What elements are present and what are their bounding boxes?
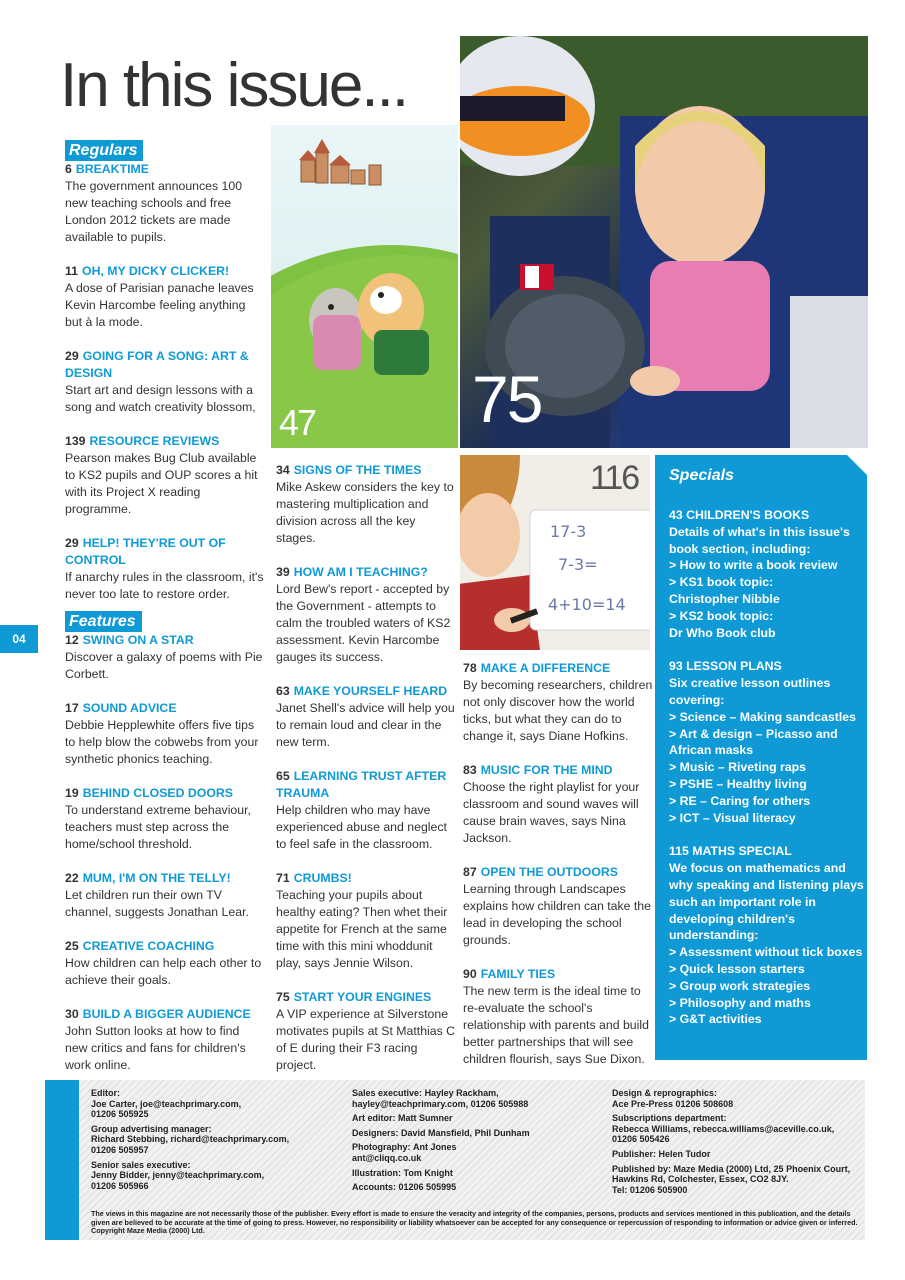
svg-text:17-3: 17-3 (550, 522, 587, 541)
item-title: MAKE A DIFFERENCE (480, 661, 611, 675)
item-desc: John Sutton looks at how to find new critics and fans for children's work online. (65, 1024, 246, 1072)
item-title: BUILD A BIGGER AUDIENCE (82, 1007, 251, 1021)
item-title: START YOUR ENGINES (293, 990, 432, 1004)
item-desc: Teaching your pupils about healthy eating? Then whet their appetite for French at the same time with this mini whoddunit play, says Jennie Wilson. (276, 888, 448, 970)
item-page: 78 (463, 661, 477, 675)
item-desc: By becoming researchers, children not only discover how the world ticks, but what they can do to change it, says Diane Hofkins. (463, 678, 653, 743)
item-page: 29 (65, 349, 79, 363)
masthead-column-3 (612, 1088, 862, 1199)
specials-line: 115 MATHS SPECIAL (669, 844, 792, 859)
regulars-label: Regulars (65, 140, 143, 161)
item-title: FAMILY TIES (480, 967, 556, 981)
masthead-value: Hawkins Rd, Colchester, Essex, CO2 8JY. (612, 1174, 789, 1185)
specials-panel (655, 455, 867, 1060)
item-title: BEHIND CLOSED DOORS (82, 786, 233, 800)
specials-line: > How to write a book review (669, 558, 838, 573)
disclaimer-text: The views in this magazine are not necessarily those of the publisher. Every effort is made to ensure the veracity and integrity of the companies, persons, products and services mentioned in this publication, and the details given are believed to be accurate at the time of going to press. However, no responsibility or liability whatsoever can be accepted for any consequence or repercussion of responding to information or advice given or inferred. Copyright Maze Media (2000) Ltd. (91, 1209, 858, 1236)
masthead-value: Rebecca Williams, rebecca.williams@aceville.co.uk, (612, 1123, 835, 1134)
item-title: CRUMBS! (293, 871, 352, 885)
contents-item[interactable] (65, 535, 265, 603)
item-page: 19 (65, 786, 79, 800)
masthead-value: 01206 505426 (612, 1134, 670, 1145)
item-title: OH, MY DICKY CLICKER! (82, 264, 230, 278)
item-desc: Learning through Landscapes explains how children can take the lead in developing the school grounds. (463, 882, 651, 947)
masthead-label: Editor: (91, 1088, 120, 1098)
masthead-label: Design & reprographics: (612, 1088, 718, 1098)
contents-item[interactable] (65, 263, 265, 331)
contents-item[interactable] (276, 683, 456, 751)
contents-item[interactable] (65, 938, 265, 989)
masthead-label: Illustration: (352, 1167, 401, 1178)
specials-label: Specials (669, 467, 734, 484)
specials-block[interactable] (669, 507, 864, 641)
item-title: GOING FOR A SONG: ART & DESIGN (65, 349, 249, 380)
contents-item[interactable] (463, 660, 653, 745)
photo-girl-racing-car (460, 36, 868, 448)
contents-column-1 (65, 140, 265, 1091)
masthead-value: Matt Sumner (398, 1113, 453, 1124)
item-title: HELP! THEY'RE OUT OF CONTROL (65, 536, 226, 567)
image-number-75: 75 (472, 362, 542, 436)
specials-line: > RE – Caring for others (669, 793, 811, 808)
item-page: 83 (463, 763, 477, 777)
item-page: 11 (65, 264, 78, 278)
specials-line: > Assessment without tick boxes (669, 945, 863, 960)
specials-line: > Group work strategies (669, 978, 811, 993)
svg-text:7-3=: 7-3= (558, 555, 598, 574)
item-title: LEARNING TRUST AFTER TRAUMA (276, 769, 447, 800)
item-page: 39 (276, 565, 290, 579)
masthead-value: Richard Stebbing, richard@teachprimary.com, (91, 1134, 290, 1145)
image-number-47: 47 (279, 402, 316, 443)
guinea-pigs-illustration (271, 125, 458, 448)
masthead-label: Group advertising manager: (91, 1123, 212, 1134)
item-page: 34 (276, 463, 290, 477)
contents-item[interactable] (65, 785, 265, 853)
item-desc: Pearson makes Bug Club available to KS2 pupils and OUP scores a hit with its Project X reading programme. (65, 451, 258, 516)
item-page: 29 (65, 536, 79, 550)
masthead-value: Hayley Rackham, (424, 1088, 499, 1098)
contents-item[interactable] (65, 433, 265, 518)
item-desc: Let children run their own TV channel, suggests Jonathan Lear. (65, 888, 249, 919)
specials-line: > ICT – Visual literacy (669, 810, 796, 825)
masthead-value: Ant Jones (413, 1142, 457, 1153)
masthead-value: David Mansfield, Phil Dunham (401, 1127, 530, 1138)
contents-item[interactable] (463, 966, 653, 1068)
item-desc: Discover a galaxy of poems with Pie Corbett. (65, 650, 263, 681)
contents-item[interactable] (65, 870, 265, 921)
item-desc: A VIP experience at Silverstone motivates pupils at St Matthias C of E during their F3 racing project. (276, 1007, 456, 1072)
specials-line: > PSHE – Healthy living (669, 776, 807, 791)
item-desc: Choose the right playlist for your classroom and sound waves will cause brain waves, says Nina Jackson. (463, 780, 640, 845)
illustration-guinea-pigs (271, 125, 458, 448)
item-desc: Lord Bew's report - accepted by the Government - attempts to calm the troubled waters of KS2 assessment. Kevin Harcombe gauges its success. (276, 582, 451, 664)
item-title: SWING ON A STAR (82, 633, 194, 647)
contents-item[interactable] (65, 1006, 265, 1074)
masthead-value: 01206 505957 (91, 1144, 149, 1155)
features-label: Features (65, 611, 142, 632)
contents-item[interactable] (65, 161, 265, 246)
masthead-label: Subscriptions department: (612, 1113, 727, 1124)
specials-line: Dr Who Book club (669, 625, 776, 640)
specials-line: Six creative lesson outlines covering: (669, 676, 831, 707)
item-page: 65 (276, 769, 290, 783)
item-desc: How children can help each other to achieve their goals. (65, 956, 262, 987)
item-page: 71 (276, 871, 290, 885)
item-title: BREAKTIME (75, 162, 149, 176)
masthead-label: Senior sales executive: (91, 1159, 191, 1170)
item-page: 139 (65, 434, 86, 448)
contents-column-2 (276, 462, 456, 1091)
masthead-value: 01206 505966 (91, 1180, 149, 1191)
masthead-value: Maze Media (2000) Ltd, 25 Phoenix Court, (673, 1163, 851, 1174)
contents-item[interactable] (276, 564, 456, 666)
masthead-value: Tom Knight (403, 1167, 453, 1178)
item-title: SOUND ADVICE (82, 701, 177, 715)
contents-item[interactable] (65, 632, 265, 683)
item-page: 30 (65, 1007, 79, 1021)
item-page: 22 (65, 871, 79, 885)
specials-line: > G&T activities (669, 1012, 762, 1027)
item-page: 6 (65, 162, 72, 176)
page-number: 04 (0, 625, 38, 653)
item-title: MUSIC FOR THE MIND (480, 763, 613, 777)
item-desc: If anarchy rules in the classroom, it's never too late to restore order. (65, 570, 264, 601)
item-page: 87 (463, 865, 477, 879)
masthead-value: Joe Carter, joe@teachprimary.com, (91, 1098, 242, 1109)
masthead-value: Helen Tudor (658, 1148, 711, 1159)
specials-line: 93 LESSON PLANS (669, 659, 782, 674)
masthead-value: hayley@teachprimary.com, 01206 505988 (352, 1098, 529, 1109)
item-desc: Janet Shell's advice will help you to remain loud and clear in the new term. (276, 701, 455, 749)
contents-item[interactable] (276, 462, 456, 547)
specials-line: > KS2 book topic: (669, 608, 774, 623)
item-desc: Mike Askew considers the key to mastering multiplication and division across all the key stages. (276, 480, 454, 545)
item-page: 75 (276, 990, 290, 1004)
masthead-label: Art editor: (352, 1113, 396, 1124)
masthead-label: Publisher: (612, 1148, 657, 1159)
page-title: In this issue... (60, 51, 408, 120)
item-title: CREATIVE COACHING (82, 939, 215, 953)
masthead-value: Ace Pre-Press 01206 508608 (612, 1098, 734, 1109)
item-desc: Debbie Hepplewhite offers five tips to help blow the cobwebs from your synthetic phonics teaching. (65, 718, 259, 766)
item-title: HOW AM I TEACHING? (293, 565, 428, 579)
item-title: MAKE YOURSELF HEARD (293, 684, 448, 698)
item-page: 90 (463, 967, 477, 981)
item-title: RESOURCE REVIEWS (89, 434, 220, 448)
item-page: 12 (65, 633, 79, 647)
specials-line: 43 CHILDREN'S BOOKS (669, 508, 810, 522)
contents-item[interactable] (276, 870, 456, 972)
item-desc: The government announces 100 new teaching schools and free London 2012 tickets are made available to pupils. (65, 179, 243, 244)
item-page: 63 (276, 684, 290, 698)
item-page: 17 (65, 701, 79, 715)
specials-list (669, 507, 864, 1045)
item-desc: A dose of Parisian panache leaves Kevin Harcombe feeling anything but à la mode. (65, 281, 254, 329)
specials-line: Details of what's in this issue's book section, including: (669, 524, 850, 556)
masthead-column-1 (91, 1088, 341, 1195)
masthead-label: Photography: (352, 1142, 411, 1153)
specials-line: We focus on mathematics and why speaking and listening plays such an important role in developing children's understanding: (669, 861, 864, 943)
masthead-footer (45, 1080, 865, 1240)
contents-item[interactable] (276, 768, 456, 853)
item-desc: Help children who may have experienced abuse and neglect to feel safe in the classroom. (276, 803, 447, 851)
masthead-label: Sales executive: (352, 1088, 423, 1098)
masthead-label: Published by: (612, 1163, 672, 1174)
item-desc: To understand extreme behaviour, teachers must step across the home/school threshold. (65, 803, 251, 851)
footer-accent-bar (45, 1080, 79, 1240)
masthead-label: Designers: (352, 1127, 399, 1138)
contents-column-3 (463, 660, 653, 1085)
item-title: SIGNS OF THE TIMES (293, 463, 422, 477)
contents-item[interactable] (65, 348, 265, 416)
specials-arrow-notch (847, 455, 867, 495)
masthead-value: 01206 505995 (398, 1182, 457, 1193)
contents-item[interactable] (65, 700, 265, 768)
masthead-value: 01206 505925 (91, 1109, 149, 1120)
specials-line: > KS1 book topic: (669, 575, 774, 590)
specials-line: > Philosophy and maths (669, 995, 811, 1010)
masthead-value: Tel: 01206 505900 (612, 1184, 688, 1195)
specials-line: > Quick lesson starters (669, 961, 805, 976)
specials-line: > Music – Riveting raps (669, 760, 807, 775)
masthead-value: ant@cliqq.co.uk (352, 1152, 422, 1163)
contents-item[interactable] (463, 762, 653, 847)
contents-item[interactable] (463, 864, 653, 949)
specials-block[interactable] (669, 658, 864, 826)
masthead-column-2 (352, 1088, 602, 1197)
item-title: MUM, I'M ON THE TELLY! (82, 871, 231, 885)
photo-boy-whiteboard (460, 455, 650, 650)
item-title: OPEN THE OUTDOORS (480, 865, 619, 879)
item-page: 25 (65, 939, 79, 953)
image-number-116: 116 (590, 459, 639, 497)
masthead-label: Accounts: (352, 1182, 397, 1193)
specials-block[interactable] (669, 843, 864, 1028)
masthead-value: Jenny Bidder, jenny@teachprimary.com, (91, 1170, 265, 1181)
svg-text:4+10=14: 4+10=14 (548, 595, 626, 614)
contents-item[interactable] (276, 989, 456, 1074)
item-desc: Start art and design lessons with a song and watch creativity blossom, (65, 383, 256, 414)
specials-line: > Art & design – Picasso and African masks (669, 726, 838, 758)
item-desc: The new term is the ideal time to re-evaluate the school's relationship with parents and build better partnerships that will see children flourish, says Sue Dixon. (463, 984, 649, 1066)
specials-line: Christopher Nibble (669, 591, 780, 606)
specials-line: > Science – Making sandcastles (669, 709, 856, 724)
